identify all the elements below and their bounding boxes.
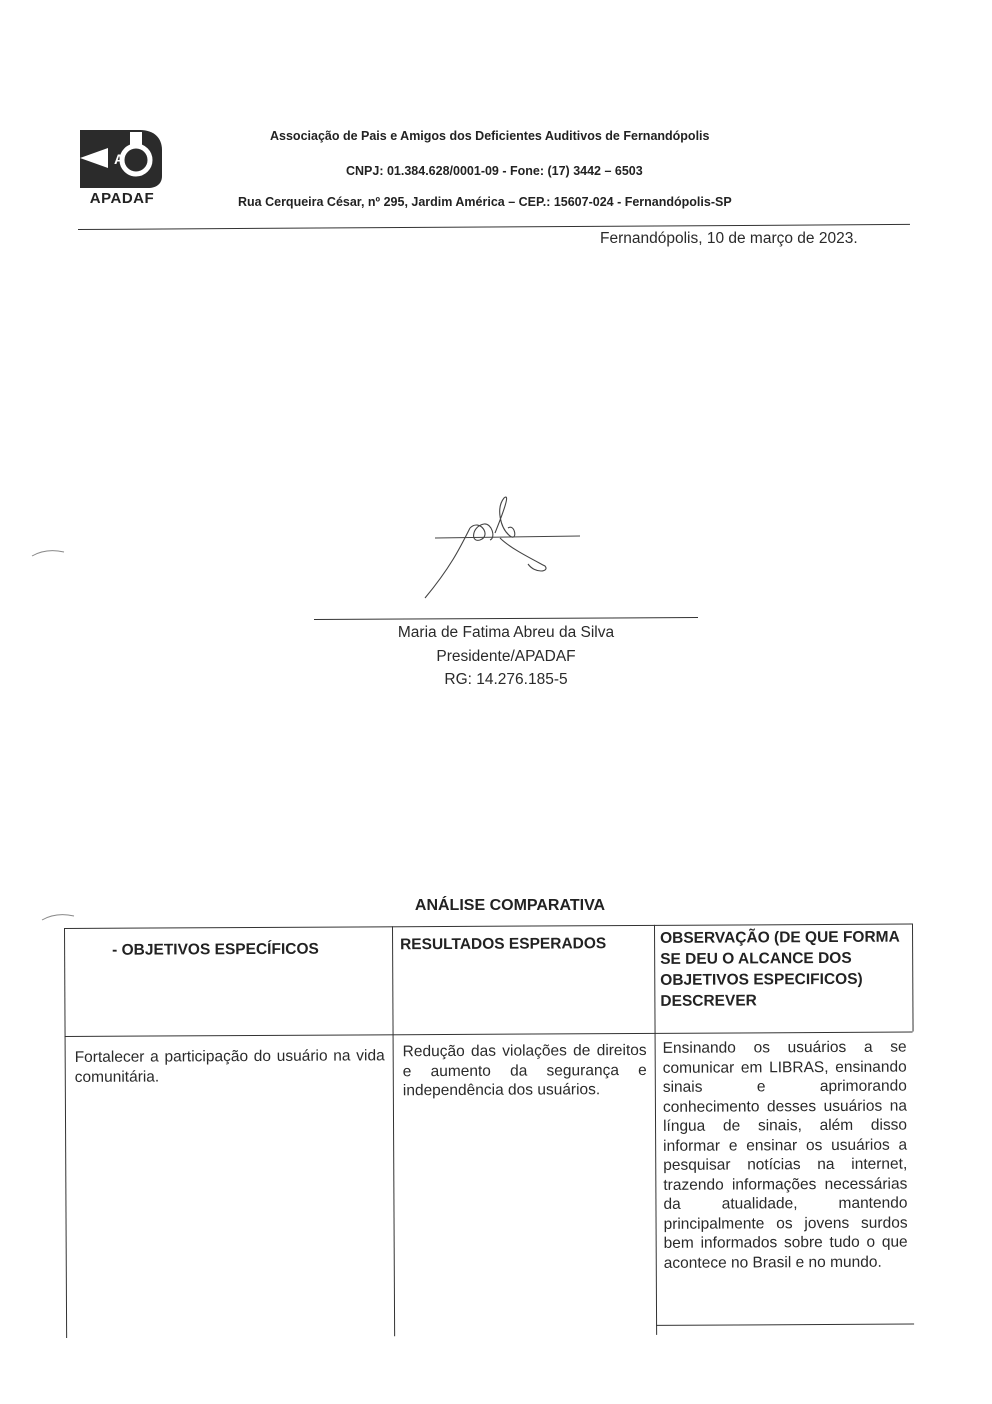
- logo-letter: A: [114, 151, 125, 167]
- signer-name: Maria de Fatima Abreu da Silva: [397, 624, 615, 641]
- analysis-table: [64, 924, 914, 1338]
- cell-resultado: Redução das violações de direitos e aumento da segurança e independência dos usuários.: [402, 1041, 647, 1100]
- table-title: ANÁLISE COMPARATIVA: [414, 897, 606, 914]
- address: Rua Cerqueira César, nº 295, Jardim América – CEP.: 15607-024 - Fernandópolis-SP: [238, 195, 732, 209]
- cell-objetivo: Fortalecer a participação do usuário na vida comunitária.: [74, 1047, 385, 1086]
- table-col-border: [64, 928, 67, 1338]
- table-col-border: [392, 926, 395, 1336]
- signer-role: Presidente/APADAF: [436, 648, 576, 665]
- handwritten-signature: [400, 488, 600, 608]
- scan-mark: [30, 546, 66, 560]
- date-line: Fernandópolis, 10 de março de 2023.: [600, 230, 858, 247]
- scan-mark: [40, 910, 76, 924]
- header-objetivos: - OBJETIVOS ESPECÍFICOS: [112, 940, 319, 959]
- cell-observacao: Ensinando os usuários a se comunicar em LIBRAS, ensinando sinais e aprimorando conhecimento desses usuários na língua de sinais, além disso informar e ensinar os usuários a pesquisar notícias na internet, trazendo informações necessárias da atualidade, mantendo principalmente os jovens surdos bem informados sobre tudo o que acontece no Brasil e no mundo.: [662, 1038, 908, 1272]
- signer-rg: RG: 14.276.185-5: [444, 671, 568, 688]
- org-name: Associação de Pais e Amigos dos Deficientes Auditivos de Fernandópolis: [270, 129, 710, 143]
- table-bottom-border: [656, 1324, 914, 1326]
- header-divider-line: [65, 1032, 913, 1037]
- header-observacao: OBSERVAÇÃO (DE QUE FORMA SE DEU O ALCANCE DOS OBJETIVOS ESPECIFICOS) DESCREVER: [660, 928, 900, 1010]
- cnpj-phone: CNPJ: 01.384.628/0001-09 - Fone: (17) 3442 – 6503: [346, 164, 643, 178]
- header-resultados: RESULTADOS ESPERADOS: [400, 935, 607, 954]
- signature-line: [314, 617, 698, 620]
- logo-text: APADAF: [89, 190, 155, 207]
